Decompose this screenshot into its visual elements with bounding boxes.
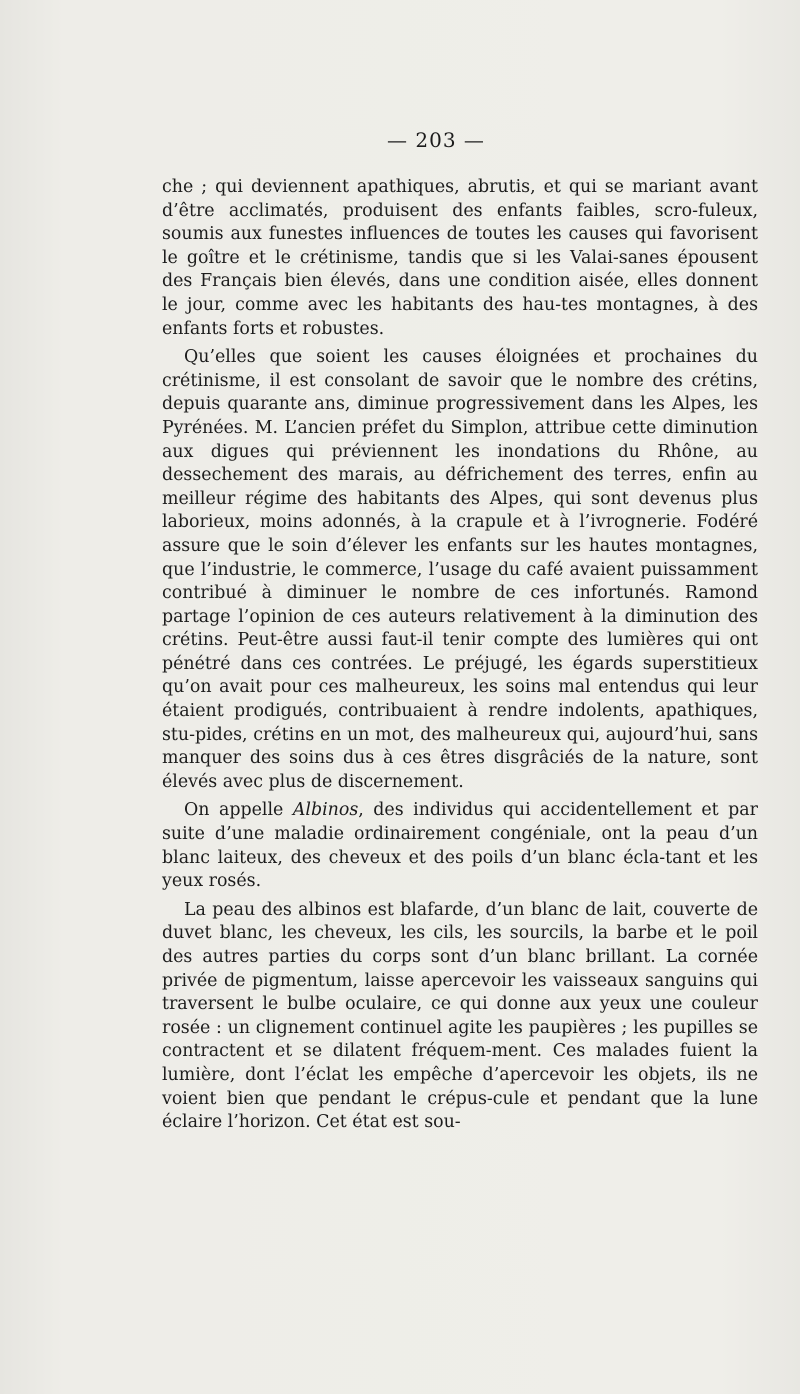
albinos-rest: , des individus qui accidentellement et par suite d’une maladie ordinairement congéniale, ont la peau <box>162 800 758 845</box>
paragraph-continued: che ; qui deviennent apathiques, abrutis, et qui se mariant avant d’être acclimatés, produisent des enfants faibles, scro-fuleux, soumis aux funestes influences de toutes les causes qui favorisent le goître et le crétinisme, tandis que si les Valai-sanes épousent des Français bien élevés, dans une condition aisée, elles donnent le jour, comme avec les habitants des hau-tes montagnes, à des enfants forts et robustes. <box>162 177 758 339</box>
paragraph-albinos-description: La peau des albinos est blafarde, d’un blanc de lait, couverte de duvet blanc, les cheveux, les cils, les sourcils, la barbe et le poil des autres parties du corps sont d’un blanc brillant. La cornée privée de pigmentum, laisse apercevoir les vaisseaux sanguins qui traversent le bulbe oculaire, ce qui donne aux yeux une couleur rosée : un clignement continuel agite les paupières ; les pupilles se contractent et se dilatent fréquem-ment. Ces malades fuient la lumière, dont l’éclat les empêche d’apercevoir les objets, ils ne voient bien que pendant le crépus-cule et pendant que la lune éclaire l’horizon. Cet état est sou- <box>162 899 758 1133</box>
body-text <box>162 176 758 1140</box>
paragraph-albinos-definition <box>162 799 758 893</box>
albinos-rest-continued: d’un blanc laiteux, des cheveux et des poils d’un blanc écla-tant et les yeux rosés. <box>162 824 758 892</box>
albinos-term: Albinos <box>292 800 359 821</box>
paragraph-cretinism-decline: Qu’elles que soient les causes éloignées et prochaines du crétinisme, il est consolant de savoir que le nombre des crétins, depuis quarante ans, diminue progressivement dans les Alpes, les Pyrénées. M. L’ancien préfet du Simplon, attribue cette diminution aux digues qui préviennent les inondations du Rhône, au dessechement des marais, au défrichement des terres, enfin au meilleur régime des habitants des Alpes, qui sont devenus plus laborieux, moins adonnés, à la crapule et à l’ivrognerie. Fodéré assure que le soin d’élever les enfants sur les hautes montagnes, que l’industrie, le commerce, l’usage du café avaient puissamment contribué à diminuer le nombre de ces infortunés. Ramond partage l’opinion de ces auteurs relativement à la diminution des crétins. Peut-être aussi faut-il tenir compte des lumières qui ont pénétré dans ces contrées. Le préjugé, les égards superstitieux qu’on avait pour ces malheureux, les soins mal entendus qui leur étaient prodigués, contribuaient à rendre indolents, apathiques, stu-pides, crétins en un mot, des malheureux qui, aujourd’hui, sans manquer des soins dus à ces êtres disgrâciés de la nature, sont élevés avec plus de discernement. <box>162 347 758 792</box>
albinos-intro: On appelle <box>184 800 293 821</box>
page-number: — 203 — <box>387 128 485 152</box>
